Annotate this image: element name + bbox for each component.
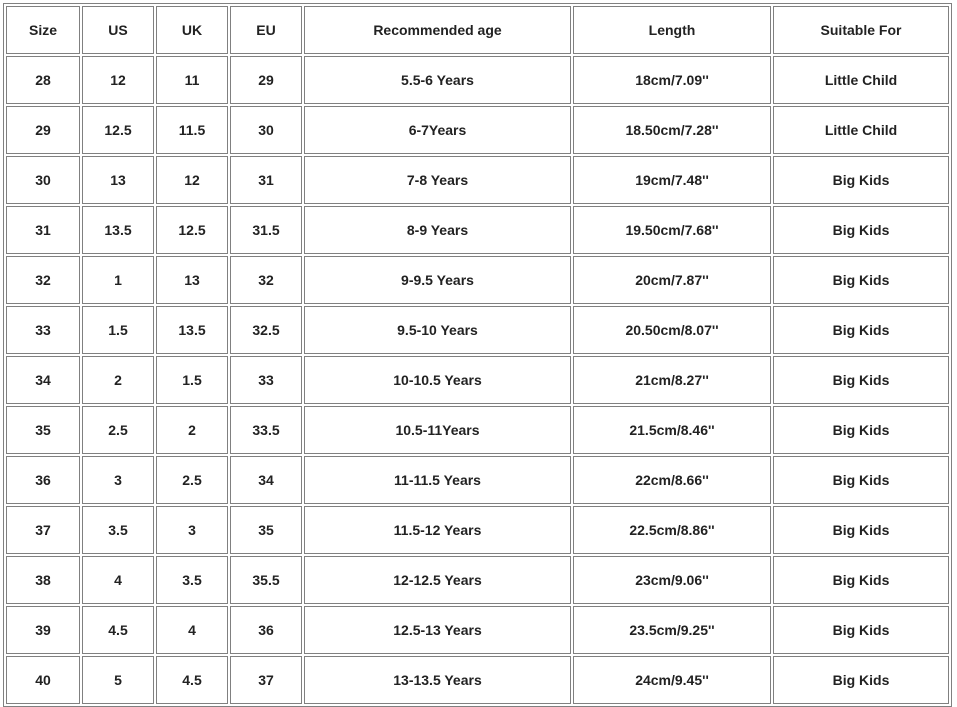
cell-us: 2 [82, 356, 154, 404]
size-chart-container [3, 3, 952, 707]
cell-recommended-age: 10-10.5 Years [304, 356, 571, 404]
cell-size: 29 [6, 106, 80, 154]
cell-suitable-for: Big Kids [773, 256, 949, 304]
cell-uk: 3.5 [156, 556, 228, 604]
cell-uk: 2 [156, 406, 228, 454]
cell-size: 39 [6, 606, 80, 654]
cell-uk: 12.5 [156, 206, 228, 254]
cell-us: 4.5 [82, 606, 154, 654]
table-row [6, 156, 949, 204]
table-row [6, 206, 949, 254]
table-row [6, 556, 949, 604]
table-row [6, 406, 949, 454]
header-suitable-for: Suitable For [773, 6, 949, 54]
cell-recommended-age: 13-13.5 Years [304, 656, 571, 704]
cell-suitable-for: Big Kids [773, 156, 949, 204]
cell-us: 13 [82, 156, 154, 204]
cell-length: 21cm/8.27'' [573, 356, 771, 404]
cell-length: 22.5cm/8.86'' [573, 506, 771, 554]
cell-recommended-age: 6-7Years [304, 106, 571, 154]
cell-recommended-age: 12.5-13 Years [304, 606, 571, 654]
cell-eu: 35 [230, 506, 302, 554]
cell-us: 4 [82, 556, 154, 604]
cell-eu: 32.5 [230, 306, 302, 354]
cell-suitable-for: Big Kids [773, 206, 949, 254]
cell-eu: 33.5 [230, 406, 302, 454]
header-eu: EU [230, 6, 302, 54]
cell-size: 34 [6, 356, 80, 404]
cell-us: 5 [82, 656, 154, 704]
header-uk: UK [156, 6, 228, 54]
table-row [6, 606, 949, 654]
cell-size: 32 [6, 256, 80, 304]
cell-uk: 13.5 [156, 306, 228, 354]
cell-size: 35 [6, 406, 80, 454]
cell-uk: 12 [156, 156, 228, 204]
cell-suitable-for: Big Kids [773, 556, 949, 604]
cell-recommended-age: 7-8 Years [304, 156, 571, 204]
cell-size: 37 [6, 506, 80, 554]
header-size: Size [6, 6, 80, 54]
header-us: US [82, 6, 154, 54]
cell-recommended-age: 9-9.5 Years [304, 256, 571, 304]
table-row [6, 506, 949, 554]
cell-us: 1.5 [82, 306, 154, 354]
cell-recommended-age: 11.5-12 Years [304, 506, 571, 554]
cell-uk: 4.5 [156, 656, 228, 704]
cell-length: 23cm/9.06'' [573, 556, 771, 604]
size-chart-header [6, 6, 949, 54]
cell-us: 3.5 [82, 506, 154, 554]
header-recommended-age: Recommended age [304, 6, 571, 54]
table-row [6, 106, 949, 154]
cell-uk: 3 [156, 506, 228, 554]
header-row [6, 6, 949, 54]
cell-eu: 31 [230, 156, 302, 204]
cell-size: 31 [6, 206, 80, 254]
cell-length: 19.50cm/7.68'' [573, 206, 771, 254]
cell-length: 24cm/9.45'' [573, 656, 771, 704]
cell-length: 18.50cm/7.28'' [573, 106, 771, 154]
table-row [6, 256, 949, 304]
cell-uk: 11 [156, 56, 228, 104]
cell-uk: 4 [156, 606, 228, 654]
cell-suitable-for: Big Kids [773, 406, 949, 454]
cell-size: 30 [6, 156, 80, 204]
cell-uk: 13 [156, 256, 228, 304]
cell-us: 12 [82, 56, 154, 104]
cell-eu: 35.5 [230, 556, 302, 604]
cell-length: 20cm/7.87'' [573, 256, 771, 304]
cell-suitable-for: Big Kids [773, 306, 949, 354]
cell-suitable-for: Big Kids [773, 656, 949, 704]
cell-eu: 31.5 [230, 206, 302, 254]
table-row [6, 306, 949, 354]
cell-eu: 29 [230, 56, 302, 104]
cell-us: 2.5 [82, 406, 154, 454]
cell-suitable-for: Little Child [773, 106, 949, 154]
cell-us: 13.5 [82, 206, 154, 254]
cell-length: 20.50cm/8.07'' [573, 306, 771, 354]
cell-recommended-age: 8-9 Years [304, 206, 571, 254]
header-length: Length [573, 6, 771, 54]
cell-us: 3 [82, 456, 154, 504]
cell-eu: 32 [230, 256, 302, 304]
cell-uk: 2.5 [156, 456, 228, 504]
cell-recommended-age: 11-11.5 Years [304, 456, 571, 504]
table-row [6, 56, 949, 104]
cell-recommended-age: 12-12.5 Years [304, 556, 571, 604]
cell-length: 23.5cm/9.25'' [573, 606, 771, 654]
cell-uk: 1.5 [156, 356, 228, 404]
cell-recommended-age: 5.5-6 Years [304, 56, 571, 104]
cell-suitable-for: Big Kids [773, 356, 949, 404]
cell-length: 18cm/7.09'' [573, 56, 771, 104]
cell-length: 21.5cm/8.46'' [573, 406, 771, 454]
cell-eu: 36 [230, 606, 302, 654]
cell-suitable-for: Little Child [773, 56, 949, 104]
cell-length: 19cm/7.48'' [573, 156, 771, 204]
size-chart-table [3, 3, 952, 707]
cell-uk: 11.5 [156, 106, 228, 154]
cell-suitable-for: Big Kids [773, 456, 949, 504]
cell-eu: 30 [230, 106, 302, 154]
cell-recommended-age: 10.5-11Years [304, 406, 571, 454]
table-row [6, 356, 949, 404]
cell-size: 33 [6, 306, 80, 354]
cell-us: 12.5 [82, 106, 154, 154]
cell-size: 36 [6, 456, 80, 504]
cell-length: 22cm/8.66'' [573, 456, 771, 504]
table-row [6, 456, 949, 504]
cell-size: 40 [6, 656, 80, 704]
cell-eu: 33 [230, 356, 302, 404]
cell-eu: 37 [230, 656, 302, 704]
cell-size: 28 [6, 56, 80, 104]
cell-us: 1 [82, 256, 154, 304]
table-row [6, 656, 949, 704]
size-chart-body [6, 56, 949, 704]
cell-eu: 34 [230, 456, 302, 504]
cell-size: 38 [6, 556, 80, 604]
cell-recommended-age: 9.5-10 Years [304, 306, 571, 354]
cell-suitable-for: Big Kids [773, 606, 949, 654]
cell-suitable-for: Big Kids [773, 506, 949, 554]
